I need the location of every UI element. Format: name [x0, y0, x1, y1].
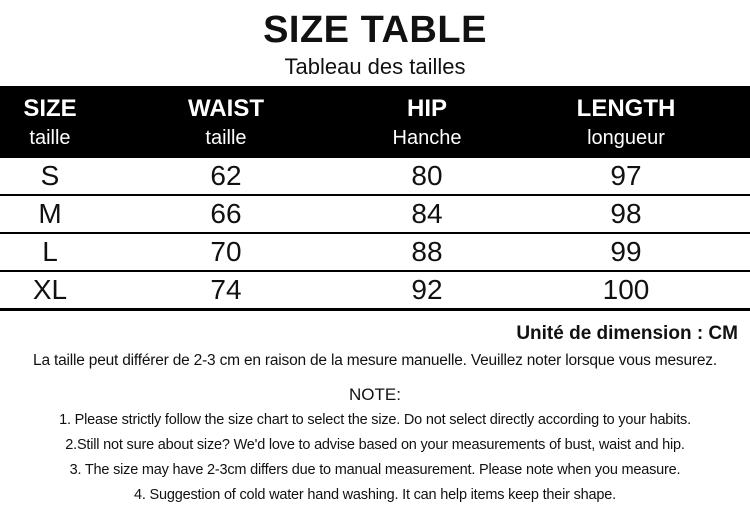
table-row-m — [0, 195, 750, 233]
header-sublabel-waist: taille — [205, 126, 247, 149]
cell-size: L — [0, 233, 100, 271]
cell-hip: 84 — [352, 195, 502, 233]
size-table — [0, 86, 750, 311]
cell-waist: 74 — [100, 271, 352, 310]
cell-size: S — [0, 158, 100, 195]
header-sublabel-length: longueur — [587, 126, 665, 149]
cell-waist: 70 — [100, 233, 352, 271]
table-row-s — [0, 158, 750, 195]
cell-waist: 66 — [100, 195, 352, 233]
header-sublabel-size: taille — [29, 126, 71, 149]
header-cell-hip — [352, 86, 502, 158]
cell-length: 99 — [502, 233, 750, 271]
header-cell-size — [0, 86, 100, 158]
page-subtitle: Tableau des tailles — [284, 53, 466, 79]
measurement-note-fr: La taille peut différer de 2-3 cm en raison de la mesure manuelle. Veuillez noter lorsque vous mesurez. — [33, 351, 717, 369]
cell-length: 100 — [502, 271, 750, 310]
header-label-length: LENGTH — [576, 94, 676, 122]
cell-hip: 80 — [352, 158, 502, 195]
header-cell-waist — [100, 86, 352, 158]
header-label-hip: HIP — [406, 94, 447, 122]
cell-hip: 92 — [352, 271, 502, 310]
cell-length: 97 — [502, 158, 750, 195]
notes-list — [0, 408, 750, 508]
table-row-xl — [0, 271, 750, 310]
header-label-waist: WAIST — [188, 94, 264, 122]
header-sublabel-hip: Hanche — [392, 126, 462, 149]
note-item-4: 4. Suggestion of cold water hand washing. It can help items keep their shape. — [134, 486, 616, 503]
cell-waist: 62 — [100, 158, 352, 195]
cell-size: M — [0, 195, 100, 233]
note-item-2: 2.Still not sure about size? We'd love to advise based on your measurements of bust, waist and hip. — [65, 436, 685, 453]
cell-size: XL — [0, 271, 100, 310]
header-label-size: SIZE — [23, 94, 77, 122]
note-item-3: 3. The size may have 2-3cm differs due to manual measurement. Please note when you measure. — [69, 461, 681, 478]
note-title: NOTE: — [349, 384, 401, 404]
table-header-row — [0, 86, 750, 158]
table-row-l — [0, 233, 750, 271]
page-title: SIZE TABLE — [263, 9, 487, 51]
header-cell-length — [502, 86, 750, 158]
unit-note: Unité de dimension : CM — [516, 322, 738, 344]
cell-hip: 88 — [352, 233, 502, 271]
note-item-1: 1. Please strictly follow the size chart to select the size. Do not select directly according to your habits. — [59, 411, 691, 428]
cell-length: 98 — [502, 195, 750, 233]
